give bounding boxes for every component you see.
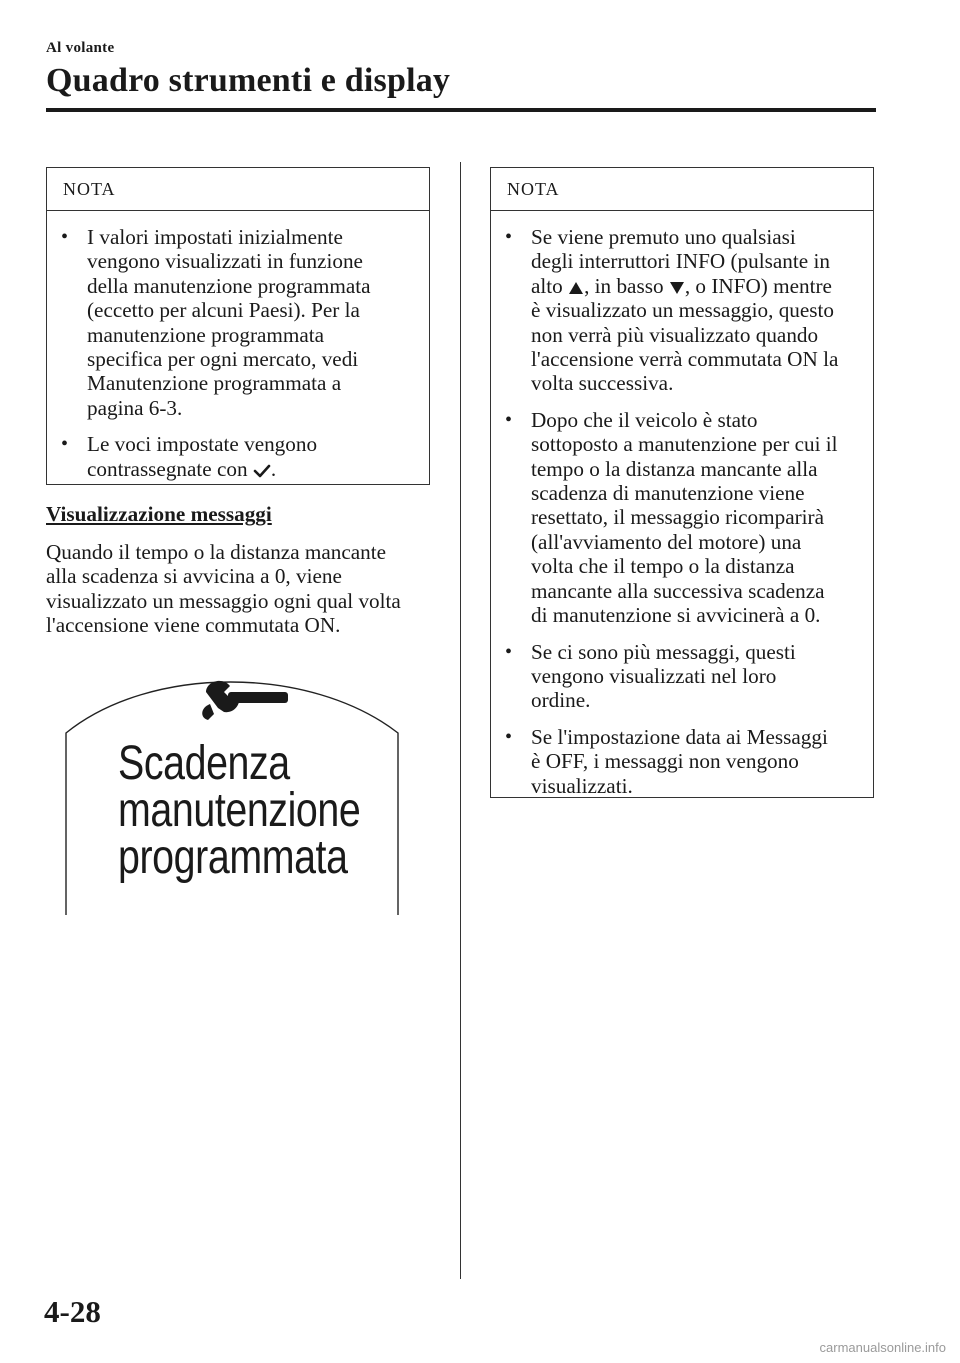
text-line: alto , in basso , o INFO) mentre xyxy=(531,273,832,298)
column-divider xyxy=(460,162,461,1279)
text-line: vengono visualizzati in funzione xyxy=(87,249,363,274)
text-line: non verrà più visualizzato quando xyxy=(531,322,819,347)
text-line: Quando il tempo o la distanza mancante xyxy=(46,540,387,564)
text-line: degli interruttori INFO (pulsante in xyxy=(531,249,830,274)
text-line: contrassegnate con . xyxy=(87,456,277,481)
text-line: visualizzati. xyxy=(531,773,633,798)
text-line: della manutenzione programmata xyxy=(87,273,371,298)
text-line: di manutenzione si avvicinerà a 0. xyxy=(531,603,821,628)
note-item xyxy=(505,640,863,713)
note-item xyxy=(505,225,863,396)
text-line: volta che il tempo o la distanza xyxy=(531,554,795,579)
text-line: è OFF, i messaggi non vengono xyxy=(531,749,799,774)
display-message xyxy=(118,737,361,884)
text-line: (all'avviamento del motore) una xyxy=(531,529,802,554)
bullet-icon: • xyxy=(61,433,69,456)
text-line: pagina 6-3. xyxy=(87,395,183,420)
text-line: è visualizzato un messaggio, questo xyxy=(531,298,835,323)
text-line: (eccetto per alcuni Paesi). Per la xyxy=(87,298,360,323)
section-subheading: Visualizzazione messaggi xyxy=(46,502,272,526)
text-line: resettato, il messaggio ricomparirà xyxy=(531,505,824,530)
note-box-left xyxy=(46,167,430,485)
title-rule xyxy=(46,108,876,112)
bullet-icon: • xyxy=(505,725,513,748)
text-line: vengono visualizzati nel loro xyxy=(531,663,777,688)
text-line: volta successiva. xyxy=(531,371,674,396)
text-line: sottoposto a manutenzione per cui il xyxy=(531,432,838,457)
note-item xyxy=(61,432,419,481)
note-heading: NOTA xyxy=(491,168,873,211)
display-line: programmata xyxy=(118,831,348,884)
bullet-icon: • xyxy=(61,226,69,248)
bullet-icon: • xyxy=(505,226,513,248)
text-line: Dopo che il veicolo è stato xyxy=(531,407,758,432)
text-line: Le voci impostate vengono xyxy=(87,432,318,457)
check-icon xyxy=(253,464,271,478)
body-paragraph xyxy=(46,540,401,638)
up-triangle-icon xyxy=(568,281,584,295)
bullet-icon: • xyxy=(505,640,513,663)
note-heading: NOTA xyxy=(47,168,429,211)
note-item xyxy=(505,725,863,798)
text-line: ordine. xyxy=(531,688,591,713)
text-line: Se l'impostazione data ai Messaggi xyxy=(531,724,828,749)
page-title: Quadro strumenti e display xyxy=(46,62,451,99)
text-line: I valori impostati inizialmente xyxy=(87,225,343,249)
text-line: scadenza di manutenzione viene xyxy=(531,481,805,506)
text-line: Se ci sono più messaggi, questi xyxy=(531,639,796,664)
watermark-link[interactable]: carmanualsonline.info xyxy=(819,1340,946,1355)
down-triangle-icon xyxy=(669,281,685,295)
text-line: Manutenzione programmata a xyxy=(87,371,342,396)
text-line: l'accensione viene commutata ON. xyxy=(46,613,341,638)
text-line: mancante alla successiva scadenza xyxy=(531,578,825,603)
note-box-right xyxy=(490,167,874,798)
note-item xyxy=(61,225,419,420)
text-line: manutenzione programmata xyxy=(87,322,325,347)
note-item xyxy=(505,408,863,628)
section-label: Al volante xyxy=(46,40,115,56)
text-line: alla scadenza si avvicina a 0, viene xyxy=(46,564,342,589)
text-line: tempo o la distanza mancante alla xyxy=(531,456,818,481)
bullet-icon: • xyxy=(505,408,513,431)
text-line: Se viene premuto uno qualsiasi xyxy=(531,225,796,249)
text-line: visualizzato un messaggio ogni qual volta xyxy=(46,588,401,613)
text-line: l'accensione verrà commutata ON la xyxy=(531,347,839,372)
display-line: manutenzione xyxy=(118,784,361,837)
page-number: 4-28 xyxy=(44,1294,101,1329)
wrench-icon xyxy=(202,681,288,720)
text-line: specifica per ogni mercato, vedi xyxy=(87,347,359,372)
display-line: Scadenza xyxy=(118,737,290,790)
